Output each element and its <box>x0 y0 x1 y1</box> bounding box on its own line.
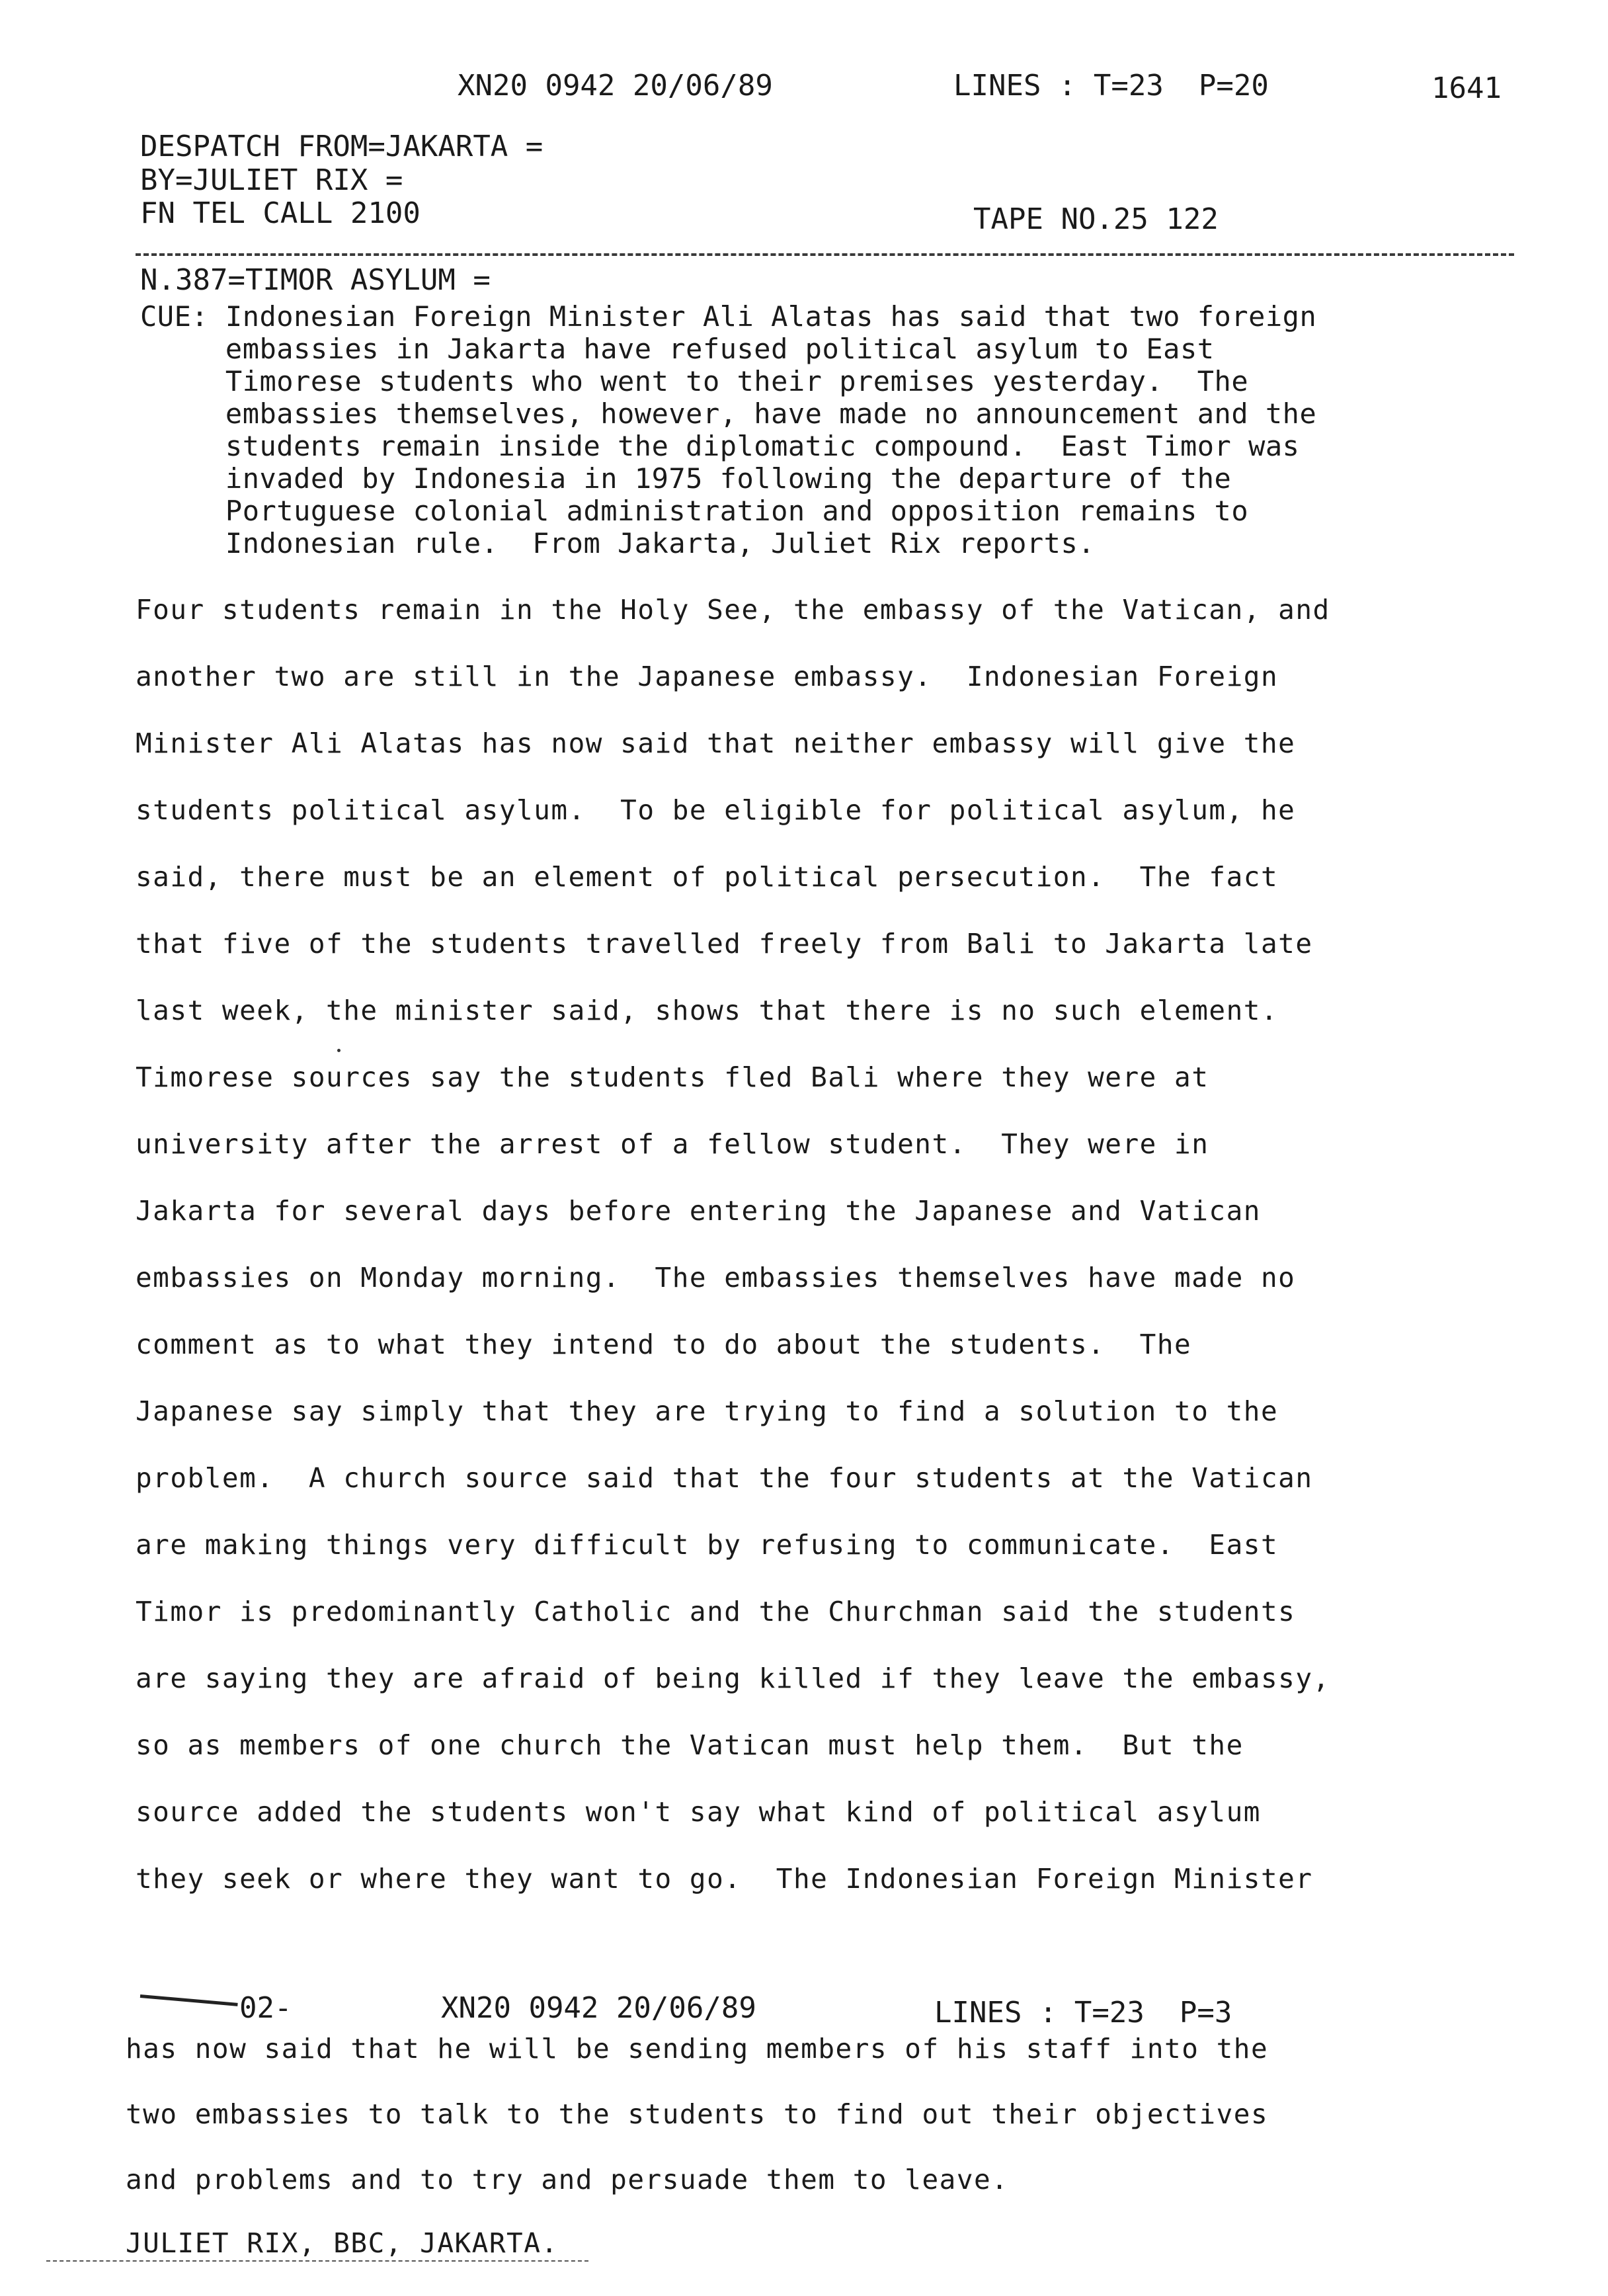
body-line: Timorese sources say the students fled Bali where they were at <box>136 1061 1209 1093</box>
story-title: N.387=TIMOR ASYLUM = <box>140 263 491 297</box>
despatch-from: DESPATCH FROM=JAKARTA = <box>140 130 543 163</box>
byline: BY=JULIET RIX = <box>140 163 403 197</box>
page-number: 1641 <box>1431 71 1502 105</box>
body-line: Timor is predominantly Catholic and the Churchman said the students <box>136 1596 1296 1627</box>
fn-tel-call: FN TEL CALL 2100 <box>140 196 421 230</box>
body-line: are making things very difficult by refusing to communicate. East <box>136 1529 1279 1561</box>
page2-marker: 02- <box>239 1991 292 2025</box>
cue-line: CUE: Indonesian Foreign Minister Ali Alatas has said that two foreign <box>140 300 1317 333</box>
page2-slug: XN20 0942 20/06/89 <box>441 1991 756 2025</box>
pen-stroke-mark <box>140 1994 238 2006</box>
cue-line: Indonesian rule. From Jakarta, Juliet Rix reports. <box>140 527 1096 559</box>
body-line: Japanese say simply that they are trying to find a solution to the <box>136 1395 1279 1427</box>
body-line: problem. A church source said that the four students at the Vatican <box>136 1462 1313 1494</box>
body-line: and problems and to try and persuade them to leave. <box>126 2164 1009 2195</box>
body-line: that five of the students travelled freely from Bali to Jakarta late <box>136 928 1313 960</box>
dashed-divider <box>136 253 1514 256</box>
page2-lines-count: LINES : T=23 P=3 <box>934 1996 1232 2030</box>
lines-count: LINES : T=23 P=20 <box>953 69 1269 102</box>
cue-line: Portuguese colonial administration and opposition remains to <box>140 495 1249 527</box>
body-line: university after the arrest of a fellow student. They were in <box>136 1128 1209 1160</box>
tape-number: TAPE NO.25 122 <box>973 202 1219 236</box>
body-line: Jakarta for several days before entering the Japanese and Vatican <box>136 1195 1261 1227</box>
cue-line: invaded by Indonesia in 1975 following the departure of the <box>140 462 1232 495</box>
body-line: students political asylum. To be eligible for political asylum, he <box>136 794 1296 826</box>
cue-line: embassies in Jakarta have refused political asylum to East <box>140 333 1215 365</box>
body-line: Four students remain in the Holy See, the embassy of the Vatican, and <box>136 594 1330 626</box>
body-line: has now said that he will be sending members of his staff into the <box>126 2033 1269 2065</box>
signoff-underline <box>46 2260 588 2262</box>
body-line: said, there must be an element of political persecution. The fact <box>136 861 1279 893</box>
body-line: Minister Ali Alatas has now said that neither embassy will give the <box>136 727 1296 759</box>
body-line: last week, the minister said, shows that there is no such element. <box>136 995 1279 1026</box>
body-line: comment as to what they intend to do about the students. The <box>136 1329 1192 1360</box>
cue-line: students remain inside the diplomatic compound. East Timor was <box>140 430 1300 462</box>
body-line: two embassies to talk to the students to find out their objectives <box>126 2098 1269 2130</box>
body-line: source added the students won't say what kind of political asylum <box>136 1796 1261 1828</box>
slug-line: XN20 0942 20/06/89 <box>458 69 773 102</box>
cue-line: embassies themselves, however, have made no announcement and the <box>140 397 1317 430</box>
signoff: JULIET RIX, BBC, JAKARTA. <box>126 2227 559 2259</box>
stray-mark <box>337 1049 341 1052</box>
body-line: another two are still in the Japanese embassy. Indonesian Foreign <box>136 661 1279 692</box>
body-line: are saying they are afraid of being killed if they leave the embassy, <box>136 1662 1330 1694</box>
body-line: so as members of one church the Vatican must help them. But the <box>136 1729 1244 1761</box>
body-line: embassies on Monday morning. The embassies themselves have made no <box>136 1262 1296 1293</box>
cue-line: Timorese students who went to their premises yesterday. The <box>140 365 1249 397</box>
body-line: they seek or where they want to go. The Indonesian Foreign Minister <box>136 1863 1313 1895</box>
